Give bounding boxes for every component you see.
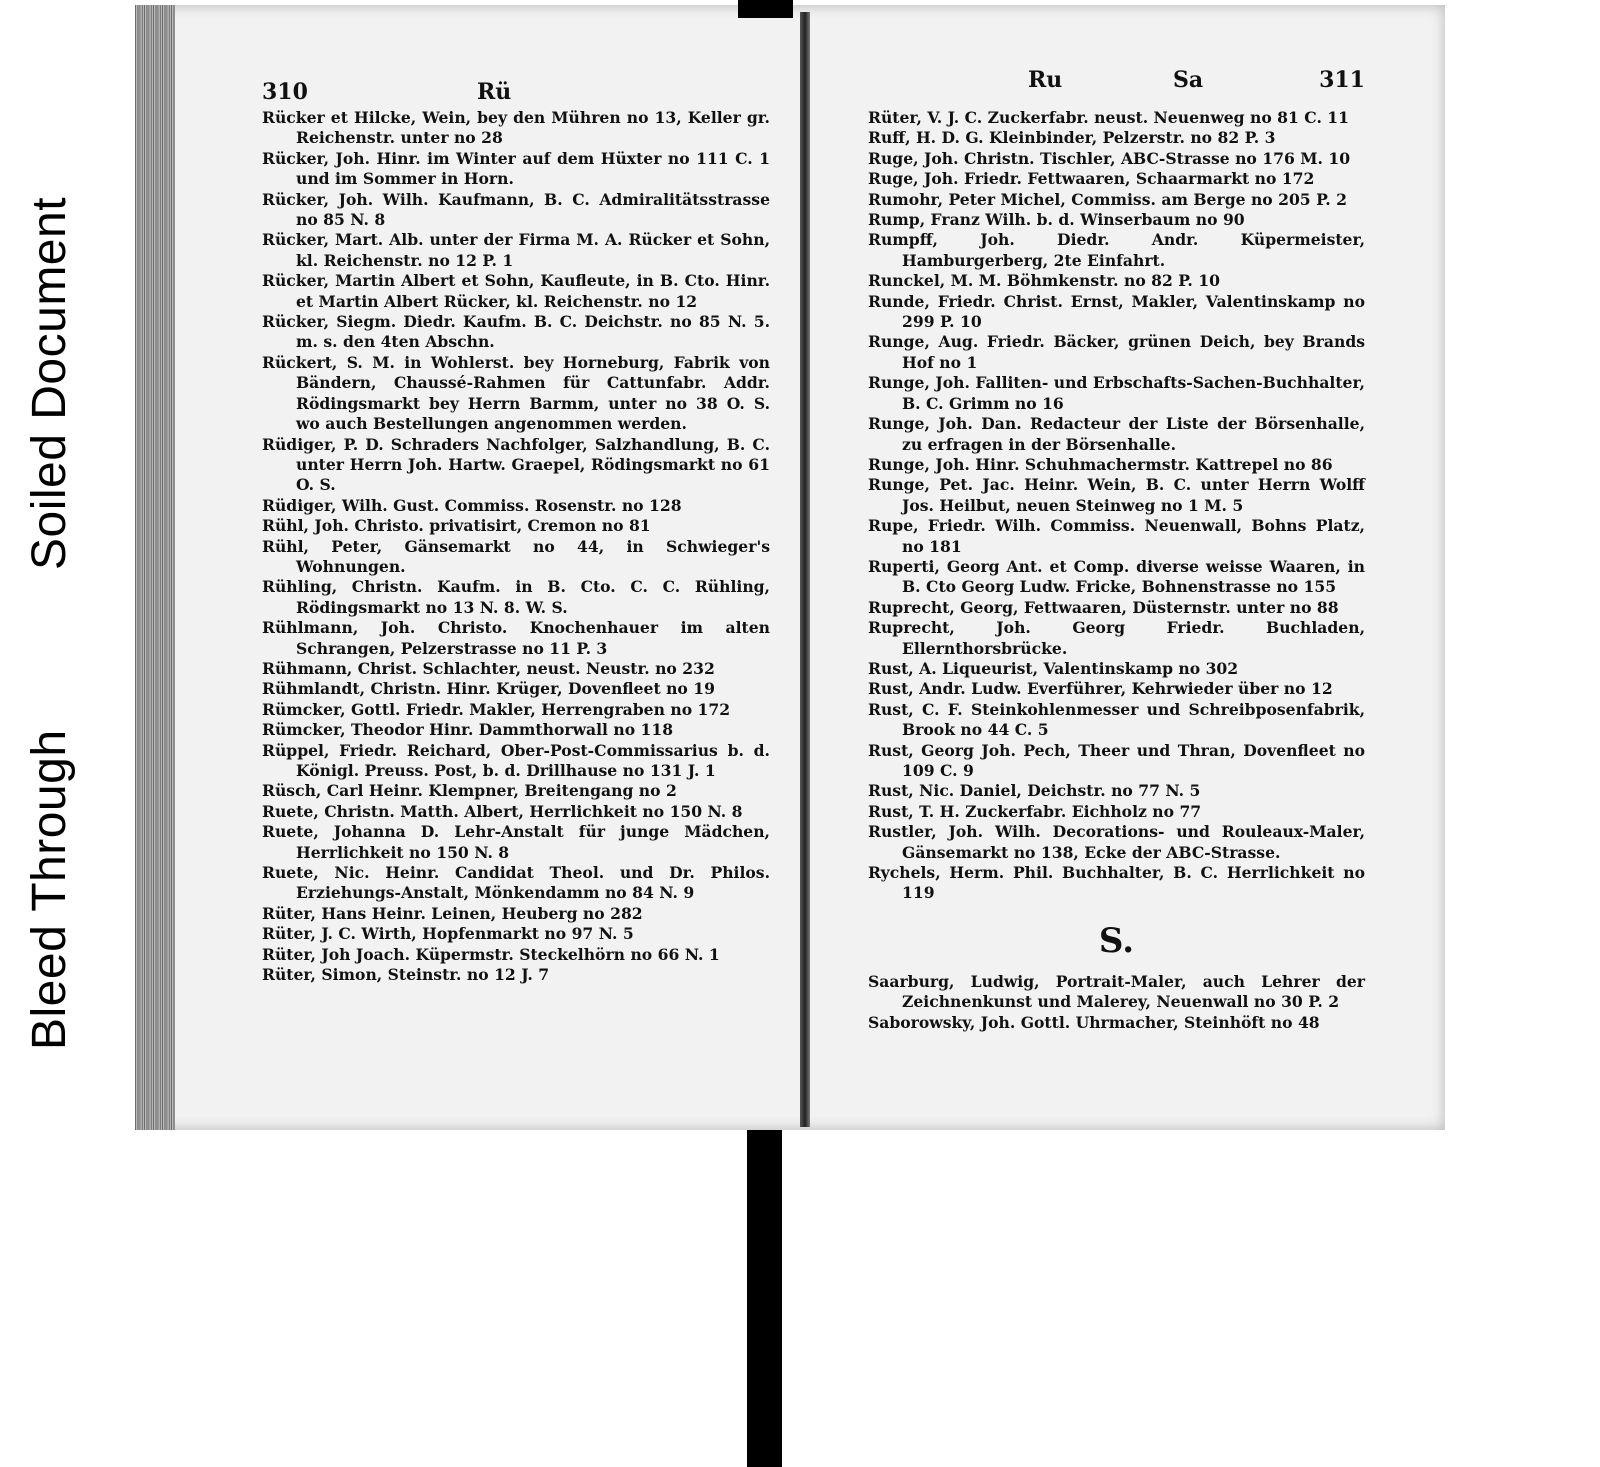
directory-entry: Rust, T. H. Zuckerfabr. Eichholz no 77 xyxy=(868,801,1202,821)
directory-entry: Rust, Nic. Daniel, Deichstr. no 77 N. 5 xyxy=(868,781,1201,801)
directory-entry: Rühmann, Christ. Schlachter, neust. Neustr. no 232 xyxy=(262,658,715,678)
directory-entry: Rühlmann, Joh. Christo. Knochenhauer im alten Schrangen, Pelzerstrasse no 11 P. 3 xyxy=(262,618,770,658)
directory-entry: Ruete, Christn. Matth. Albert, Herrlichkeit no 150 N. 8 xyxy=(262,801,743,821)
directory-entry: Runckel, M. M. Böhmkenstr. no 82 P. 10 xyxy=(868,271,1220,291)
right-page-header xyxy=(868,67,1365,108)
page-number: 311 xyxy=(1319,67,1365,93)
directory-entry: Rümcker, Theodor Hinr. Dammthorwall no 118 xyxy=(262,720,674,740)
watermark-line-2: Soiled Document xyxy=(23,196,76,570)
directory-entry: Rustler, Joh. Wilh. Decorations- und Rouleaux-Maler, Gänsemarkt no 138, Ecke der ABC-Strasse. xyxy=(868,822,1365,862)
page-edges xyxy=(135,5,175,1130)
directory-entry: Runge, Joh. Falliten- und Erbschafts-Sachen-Buchhalter, B. C. Grimm no 16 xyxy=(868,373,1365,413)
book-gutter xyxy=(800,12,810,1127)
entry-list xyxy=(868,972,1365,1033)
directory-entry: Rüter, Hans Heinr. Leinen, Heuberg no 282 xyxy=(262,903,643,923)
directory-entry: Rückert, S. M. in Wohlerst. bey Horneburg, Fabrik von Bändern, Chaussé-Rahmen für Cattunfabr. Addr. Rödingsmarkt bey Herrn Barmm, unter no 38 O. S. wo auch Bestellungen angenommen werden. xyxy=(262,352,770,434)
directory-entry: Rupe, Friedr. Wilh. Commiss. Neuenwall, Bohns Platz, no 181 xyxy=(868,516,1365,556)
directory-entry: Rüdiger, Wilh. Gust. Commiss. Rosenstr. no 128 xyxy=(262,495,682,515)
directory-entry: Runge, Pet. Jac. Heinr. Wein, B. C. unter Herrn Wolff Jos. Heilbut, neuen Steinweg no 1 M. 5 xyxy=(868,475,1365,515)
directory-entry: Rumohr, Peter Michel, Commiss. am Berge no 205 P. 2 xyxy=(868,189,1347,209)
directory-entry: Rüter, Joh Joach. Küpermstr. Steckelhörn no 66 N. 1 xyxy=(262,944,720,964)
directory-entry: Rücker, Mart. Alb. unter der Firma M. A. Rücker et Sohn, kl. Reichenstr. no 12 P. 1 xyxy=(262,230,770,270)
running-head-left: Ru xyxy=(1028,67,1063,93)
directory-entry: Ruete, Nic. Heinr. Candidat Theol. und Dr. Philos. Erziehungs-Anstalt, Mönkendamm no 84 N. 9 xyxy=(262,863,770,903)
directory-entry: Rust, A. Liqueurist, Valentinskamp no 302 xyxy=(868,658,1239,678)
directory-entry: Rump, Franz Wilh. b. d. Winserbaum no 90 xyxy=(868,210,1245,230)
binding-top xyxy=(738,0,793,18)
directory-entry: Rust, C. F. Steinkohlenmesser und Schreibposenfabrik, Brook no 44 C. 5 xyxy=(868,699,1365,740)
watermark-label xyxy=(22,60,78,1050)
directory-entry: Rumpff, Joh. Diedr. Andr. Küpermeister, Hamburgerberg, 2te Einfahrt. xyxy=(868,230,1365,270)
directory-entry: Rühling, Christn. Kaufm. in B. Cto. C. C. Rühling, Rödingsmarkt no 13 N. 8. W. S. xyxy=(262,577,770,617)
directory-entry: Rüter, Simon, Steinstr. no 12 J. 7 xyxy=(262,965,550,985)
directory-entry: Rühl, Joh. Christo. privatisirt, Cremon no 81 xyxy=(262,516,651,536)
directory-entry: Rüsch, Carl Heinr. Klempner, Breitengang no 2 xyxy=(262,781,677,801)
watermark-line-1: Bleed Through xyxy=(23,729,76,1050)
directory-entry: Rücker, Siegm. Diedr. Kaufm. B. C. Deichstr. no 85 N. 5. m. s. den 4ten Abschn. xyxy=(262,312,770,352)
binding-strip xyxy=(747,1130,782,1467)
page-number: 310 xyxy=(262,79,308,105)
directory-entry: Rücker et Hilcke, Wein, bey den Mühren no 13, Keller gr. Reichenstr. unter no 28 xyxy=(262,108,770,148)
directory-entry: Runge, Joh. Dan. Redacteur der Liste der Börsenhalle, zu erfragen in der Börsenhalle. xyxy=(868,414,1365,454)
section-heading: S. xyxy=(1098,920,1135,961)
directory-entry: Ruprecht, Joh. Georg Friedr. Buchladen, Ellernthorsbrücke. xyxy=(868,618,1365,658)
directory-entry: Rust, Andr. Ludw. Everführer, Kehrwieder über no 12 xyxy=(868,679,1333,699)
directory-entry: Runde, Friedr. Christ. Ernst, Makler, Valentinskamp no 299 P. 10 xyxy=(868,291,1365,332)
directory-entry: Rust, Georg Joh. Pech, Theer und Thran, Dovenfleet no 109 C. 9 xyxy=(868,740,1365,780)
directory-entry: Ruperti, Georg Ant. et Comp. diverse weisse Waaren, in B. Cto Georg Ludw. Fricke, Bohnenstrasse no 155 xyxy=(868,556,1365,597)
directory-entry: Rücker, Joh. Wilh. Kaufmann, B. C. Admiralitätsstrasse no 85 N. 8 xyxy=(262,189,770,230)
directory-entry: Rühl, Peter, Gänsemarkt no 44, in Schwieger's Wohnungen. xyxy=(262,536,770,576)
directory-entry: Rümcker, Gottl. Friedr. Makler, Herrengraben no 172 xyxy=(262,699,731,719)
directory-entry: Rychels, Herm. Phil. Buchhalter, B. C. Herrlichkeit no 119 xyxy=(868,863,1365,903)
directory-entry: Saarburg, Ludwig, Portrait-Maler, auch Lehrer der Zeichnenkunst und Malerey, Neuenwall no 30 P. 2 xyxy=(868,971,1365,1012)
directory-entry: Rüter, J. C. Wirth, Hopfenmarkt no 97 N. 5 xyxy=(262,924,634,944)
left-page-header xyxy=(262,70,770,108)
entry-list xyxy=(868,108,1365,904)
directory-entry: Rühmlandt, Christn. Hinr. Krüger, Dovenfleet no 19 xyxy=(262,679,715,699)
directory-entry: Rüdiger, P. D. Schraders Nachfolger, Salzhandlung, B. C. unter Herrn Joh. Hartw. Graepel, Rödingsmarkt no 61 O. S. xyxy=(262,434,770,495)
left-page xyxy=(262,70,770,985)
directory-entry: Ruff, H. D. G. Kleinbinder, Pelzerstr. no 82 P. 3 xyxy=(868,128,1276,148)
directory-entry: Rüppel, Friedr. Reichard, Ober-Post-Commissarius b. d. Königl. Preuss. Post, b. d. Drillhause no 131 J. 1 xyxy=(262,740,770,780)
running-head-right: Sa xyxy=(1173,67,1204,93)
entry-list xyxy=(262,108,770,985)
directory-entry: Ruge, Joh. Friedr. Fettwaaren, Schaarmarkt no 172 xyxy=(868,169,1315,189)
directory-entry: Rücker, Joh. Hinr. im Winter auf dem Hüxter no 111 C. 1 und im Sommer in Horn. xyxy=(262,148,770,189)
directory-entry: Ruete, Johanna D. Lehr-Anstalt für junge Mädchen, Herrlichkeit no 150 N. 8 xyxy=(262,822,770,862)
running-head: Rü xyxy=(477,79,512,105)
directory-entry: Rücker, Martin Albert et Sohn, Kaufleute, in B. Cto. Hinr. et Martin Albert Rücker, kl. Reichenstr. no 12 xyxy=(262,271,770,311)
directory-entry: Rüter, V. J. C. Zuckerfabr. neust. Neuenweg no 81 C. 11 xyxy=(868,108,1349,127)
directory-entry: Runge, Aug. Friedr. Bäcker, grünen Deich, bey Brands Hof no 1 xyxy=(868,332,1365,372)
directory-entry: Runge, Joh. Hinr. Schuhmachermstr. Kattrepel no 86 xyxy=(868,454,1333,474)
right-page xyxy=(868,67,1365,1033)
directory-entry: Saborowsky, Joh. Gottl. Uhrmacher, Steinhöft no 48 xyxy=(868,1012,1320,1032)
directory-entry: Ruge, Joh. Christn. Tischler, ABC-Strasse no 176 M. 10 xyxy=(868,148,1351,168)
directory-entry: Ruprecht, Georg, Fettwaaren, Düsternstr. unter no 88 xyxy=(868,597,1339,617)
